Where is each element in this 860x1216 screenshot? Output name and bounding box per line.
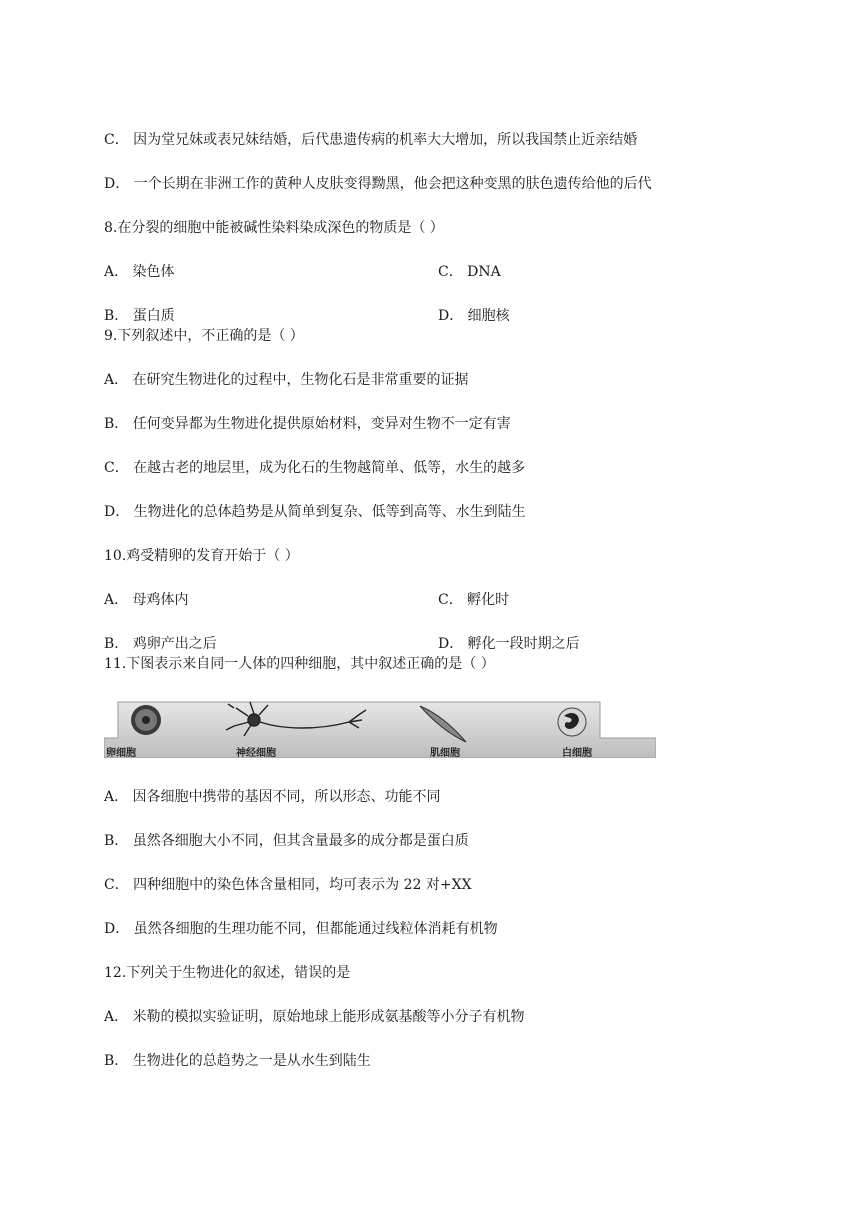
q10-stem: 10.鸡受精卵的发育开始于（ ） bbox=[104, 548, 299, 564]
q9-option-c: C． 在越古老的地层里，成为化石的生物越简单、低等，水生的越多 bbox=[104, 460, 526, 476]
q8-option-c: C． DNA bbox=[438, 264, 501, 280]
q11-option-a: A． 因各细胞中携带的基因不同，所以形态、功能不同 bbox=[104, 789, 441, 805]
q11-option-c: C． 四种细胞中的染色体含量相同，均可表示为 22 对+XX bbox=[104, 877, 472, 893]
q12-option-a: A． 米勒的模拟实验证明，原始地球上能形成氨基酸等小分子有机物 bbox=[104, 1009, 525, 1025]
q8-option-b: B． 蛋白质 bbox=[104, 308, 175, 324]
q7-option-d: D． 一个长期在非洲工作的黄种人皮肤变得黝黑，他会把这种变黑的肤色遗传给他的后代 bbox=[104, 176, 652, 192]
q12-option-b: B． 生物进化的总趋势之一是从水生到陆生 bbox=[104, 1053, 371, 1069]
cell-label-muscle: 肌细胞 bbox=[430, 748, 460, 759]
cell-label-nerve: 神经细胞 bbox=[236, 748, 276, 759]
q11-option-d: D． 虽然各细胞的生理功能不同，但都能通过线粒体消耗有机物 bbox=[104, 921, 498, 937]
q9-option-b: B． 任何变异都为生物进化提供原始材料，变异对生物不一定有害 bbox=[104, 416, 511, 432]
white-blood-cell-icon bbox=[558, 708, 586, 736]
q8-stem: 8.在分裂的细胞中能被碱性染料染成深色的物质是（ ） bbox=[104, 220, 444, 236]
egg-cell-icon bbox=[131, 705, 161, 735]
q10-option-a: A． 母鸡体内 bbox=[104, 592, 189, 608]
q10-option-d: D． 孵化一段时期之后 bbox=[438, 636, 580, 652]
cell-label-egg: 卵细胞 bbox=[106, 748, 136, 759]
cell-label-wbc: 白细胞 bbox=[562, 748, 592, 759]
q7-option-c: C． 因为堂兄妹或表兄妹结婚，后代患遗传病的机率大大增加，所以我国禁止近亲结婚 bbox=[104, 132, 638, 148]
q11-option-b: B． 虽然各细胞大小不同，但其含量最多的成分都是蛋白质 bbox=[104, 833, 469, 849]
q8-option-a: A． 染色体 bbox=[104, 264, 175, 280]
q10-option-b: B． 鸡卵产出之后 bbox=[104, 636, 217, 652]
q10-option-c: C． 孵化时 bbox=[438, 592, 510, 608]
q12-stem: 12.下列关于生物进化的叙述，错误的是 bbox=[104, 965, 351, 981]
q9-option-a: A． 在研究生物进化的过程中，生物化石是非常重要的证据 bbox=[104, 372, 469, 388]
q9-option-d: D． 生物进化的总体趋势是从简单到复杂、低等到高等、水生到陆生 bbox=[104, 504, 526, 520]
q8-option-d: D． 细胞核 bbox=[438, 308, 510, 324]
cell-figure bbox=[104, 700, 656, 758]
q11-stem: 11.下图表示来自同一人体的四种细胞，其中叙述正确的是（ ） bbox=[104, 656, 495, 672]
q9-stem: 9.下列叙述中，不正确的是（ ） bbox=[104, 328, 304, 344]
